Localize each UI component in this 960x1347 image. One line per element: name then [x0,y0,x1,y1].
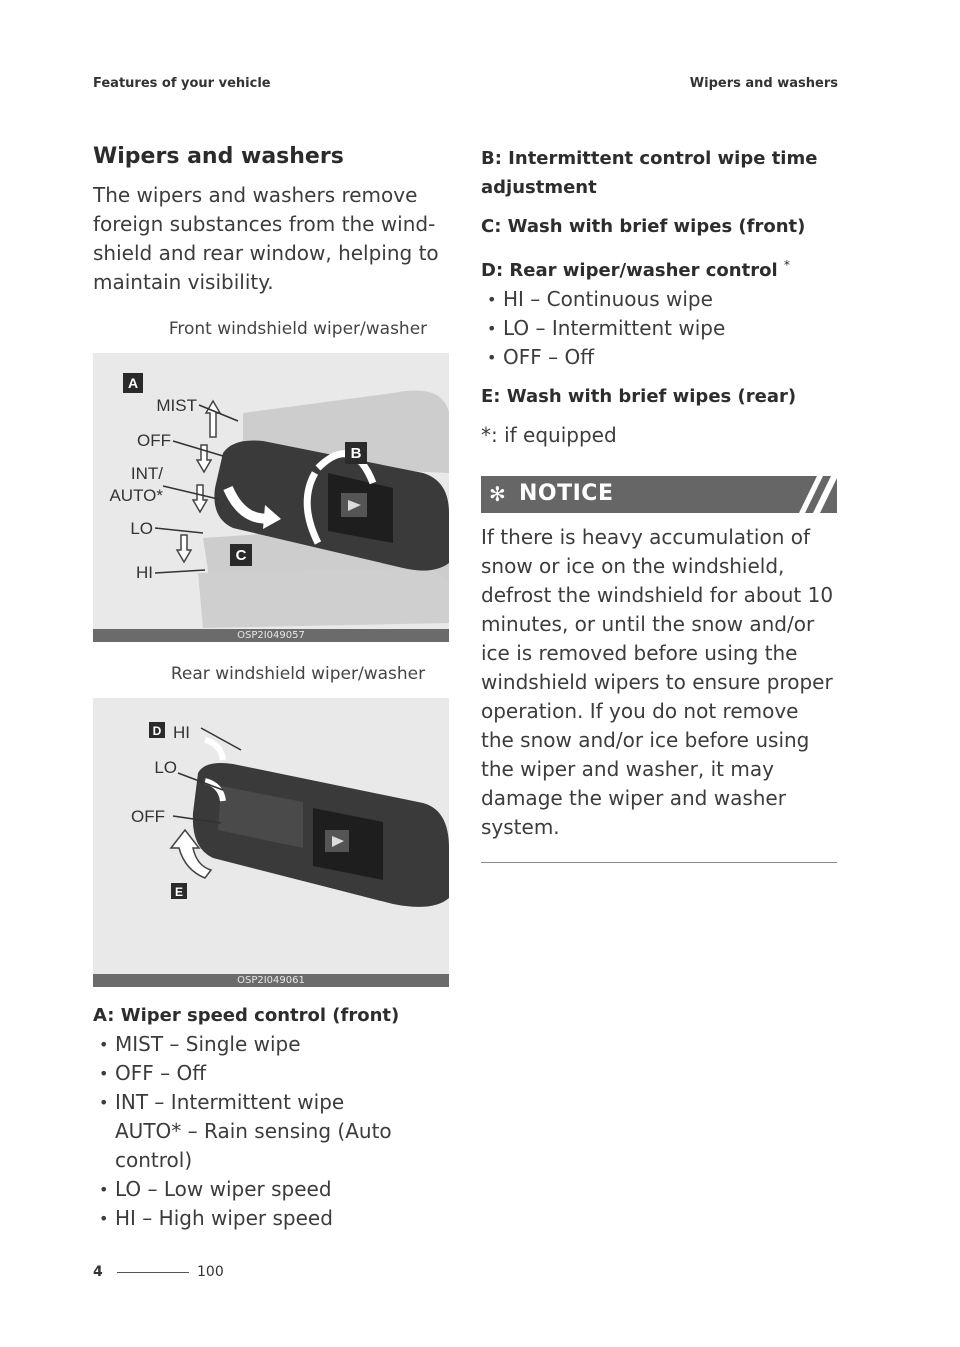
list-item: • LO – Intermittent wipe [487,316,726,340]
b-heading: B: Intermittent control wipe time adjustment [481,148,818,198]
notice-bar [481,476,837,513]
rear-wiper-figure [93,698,449,987]
d-heading: D: Rear wiper/washer control * [481,258,790,281]
label-int: INT/ [130,464,163,483]
d-list [481,285,837,372]
footnote: *: if equipped [481,423,617,447]
running-header-topic: Wipers and washers [689,76,838,91]
notice-text: If there is heavy accumulation of snow or ice on the windshield, defrost the windshield for about 10 minutes, or until the snow and/or ice is removed before using the windshield wipers to ensure proper operation. If you do not remove the snow and/or ice before using the wiper and washer, it may damage the wiper and washer system. [481,525,834,839]
figure2-caption: Rear windshield wiper/washer [170,664,426,684]
a-heading: A: Wiper speed control (front) [93,1005,400,1026]
intro-paragraph: The wipers and washers remove foreign substances from the windshield and rear window, helping to maintain visibility. [93,183,439,294]
divider [481,862,837,863]
label-d: D [152,724,162,738]
section-title: Wipers and washers [93,144,344,169]
label-rear-off: OFF [131,807,165,826]
right-column [481,144,837,863]
front-wiper-illustration [93,353,449,642]
stripes-decoration [777,476,837,513]
list-item: • HI – High wiper speed [99,1206,333,1230]
c-heading: C: Wash with brief wipes (front) [481,216,806,237]
label-mist: MIST [156,396,197,415]
label-c: C [235,547,247,564]
list-item: • MIST – Single wipe [99,1032,301,1056]
rear-wiper-illustration [93,698,449,987]
label-rear-lo: LO [154,758,177,777]
list-item: • INT – Intermittent wipe AUTO* – Rain sensing (Auto control) [99,1090,392,1172]
running-header-chapter: Features of your vehicle [93,76,271,91]
page-number: 100 [197,1264,224,1280]
list-item: • OFF – Off [487,345,594,369]
label-hi: HI [136,563,153,582]
list-item: • HI – Continuous wipe [487,287,713,311]
label-rear-hi: HI [173,723,190,742]
list-item: • OFF – Off [99,1061,206,1085]
e-heading: E: Wash with brief wipes (rear) [481,386,797,407]
label-auto: AUTO* [109,486,163,505]
figure2-code: OSP2I049061 [93,974,449,987]
label-lo: LO [130,519,153,538]
a-list [93,1030,463,1233]
chapter-number: 4 [93,1264,103,1280]
figure1-caption: Front windshield wiper/washer [168,319,428,339]
label-b: B [350,445,362,462]
label-off: OFF [137,431,171,450]
list-item: • LO – Low wiper speed [99,1177,332,1201]
front-wiper-figure [93,353,449,642]
footer-rule [117,1272,189,1273]
label-a: A [127,375,139,391]
page-footer [93,1264,224,1280]
notice-title: NOTICE [519,481,614,506]
asterisk-icon: ✻ [489,482,506,506]
left-column [93,144,463,1233]
label-e: E [174,885,184,899]
figure1-code: OSP2I049057 [93,629,449,642]
